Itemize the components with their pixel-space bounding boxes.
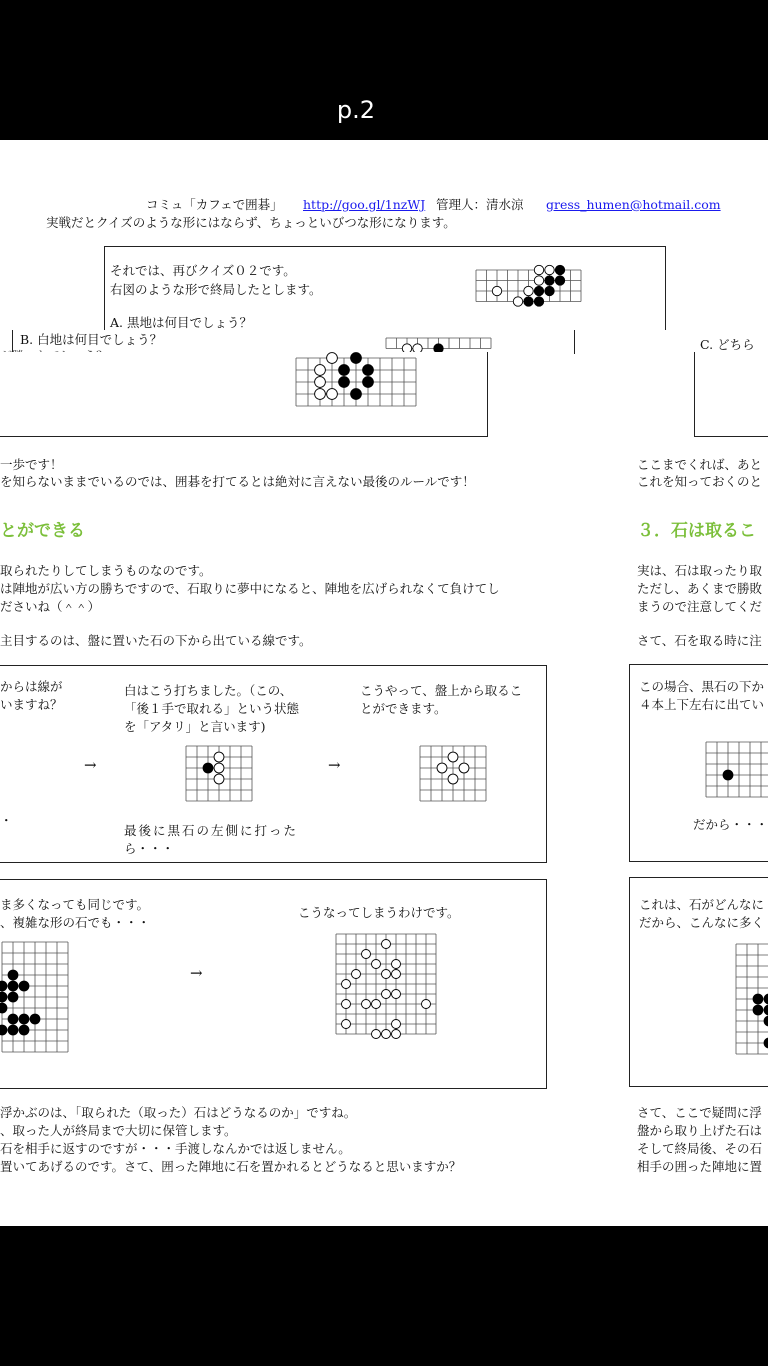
black-stone [534,297,543,306]
black-stone [8,981,18,991]
white-stone [534,276,543,285]
black-stone [19,1025,29,1035]
white-stone [392,990,401,999]
white-stone [513,297,522,306]
quiz-question-a: A. 黒地は何目でしょう？ [110,315,252,330]
white-stone [362,950,371,959]
complex-shape-captured-go-board [330,928,442,1058]
white-stone [382,990,391,999]
left-line-1: 一歩です！ [0,457,63,472]
white-stone [342,1000,351,1009]
box1-text-b3: を「アタリ」と言います) [124,719,266,734]
right-para-2: ただし、あくまで勝敗 [637,581,763,596]
box1-text-c2: とができます。 [360,701,447,716]
white-stone [422,1000,431,1009]
white-stone [392,1030,401,1039]
complex-shape-go-board [0,936,72,1062]
right-box1-text-3: だから・・・ [693,817,768,832]
white-stone [437,763,447,773]
captured-go-board [414,740,486,816]
quiz-box-right [694,352,768,437]
white-stone [448,752,458,762]
white-stone [372,1000,381,1009]
black-stone [203,763,213,773]
white-stone [315,389,326,400]
white-stone [459,763,469,773]
white-stone [524,286,533,295]
right-go-board-2 [730,938,768,1062]
black-stone [764,1005,768,1015]
box1-text-b2: 「後１手で取れる」という状態 [124,701,300,716]
email-link[interactable]: gress_humen@hotmail.com [546,197,721,212]
box1-text-a1: からは線が [0,679,63,694]
quiz-box-lower [0,352,488,437]
white-stone [372,1030,381,1039]
right-box1-text-1: この場合、黒石の下か [639,679,765,694]
black-stone [0,1003,7,1013]
white-stone [315,377,326,388]
black-stone [764,1038,768,1048]
white-stone [392,970,401,979]
left-bottom-2: 、取った人が終局まで大切に保管します。 [0,1123,237,1138]
black-stone [0,981,7,991]
black-stone [0,1025,7,1035]
quiz-question-c: C. どちら [700,337,755,352]
black-stone [8,1025,18,1035]
white-stone [214,774,224,784]
black-stone [555,276,564,285]
right-section-heading: ３．石は取るこ [637,521,756,541]
document-page: コミュ「カフェで囲碁」 http://goo.gl/1nzWJ 管理人：清水涼 gress_humen@hotmail.com 実戦だとクイズのような形にはならず、ちょっといびつな形になります。 それでは、再びクイズ０２です。 右図のような形で終局したとします。 A. 黒地は何目でしょう？ B. 白地は何目でしょう？ C. どちら 一歩です！ を知らないままでいるのでは、囲碁を打てるとは絶対に言えない最後のルールです！ とができる 取られたりしてしまうものなのです。 は陣地が広い方の勝ちですので、石取りに夢中になると、陣地を広げられなくて負けてし ださいね（＾＾） 主目するのは、盤に置いた石の下から出ている線です。 からは線が いますね？ ・ 白はこう打ちました。（この、 「後１手で取れる」という状態 を「アタリ」と言います) 最後に黒石の左側に打った ら・・・ こうやって、盤上から取るこ とができます。 → → ま多くなっても同じです。 、複雑な形の石でも・・・ こうなってしまうわけです。 → 浮かぶのは、「取られた（取った）石はどうなるのか」ですね。 、取った人が終局まで大切に保管します。 石を相手に返すのですが・・・手渡しなんかでは返しません。 置いてあげるのです。さて、囲った陣地に石を置かれるとどうなると思いますか？ ここまでくれば、あと これを知っておくのと ３．石は取るこ 実は、石は取ったり取 ただし、あくまで勝敗 まうので注意してくだ さて、石を取る時に注 この場合、黒石の下か ４本上下左右に出てい だから・・・ これは、石がどんなに だから、こんなに多く さて、ここで疑問に浮 盤から取り上げた石は そして終局後、その石 相手の囲った陣地に置 [0,140,768,1226]
black-stone [753,994,763,1004]
right-bottom-2: 盤から取り上げた石は [637,1123,763,1138]
quiz-go-board-lower [290,352,400,418]
black-stone [351,389,362,400]
white-stone [392,960,401,969]
black-stone [8,992,18,1002]
black-stone [351,353,362,364]
black-stone [8,970,18,980]
white-stone [382,940,391,949]
right-go-board-1 [700,736,768,806]
left-section-heading: とができる [0,521,85,541]
white-stone [352,970,361,979]
quiz-question-b: B. 白地は何目でしょう？ [20,332,163,347]
black-stone [0,992,7,1002]
black-stone [19,1014,29,1024]
black-stone [545,286,554,295]
community-url-link[interactable]: http://goo.gl/1nzWJ [303,197,426,212]
viewer-bottom-bar [0,1226,768,1366]
box1-text-c1: こうやって、盤上から取るこ [360,683,523,698]
right-box2-text-1: これは、石がどんなに [639,897,765,912]
right-para-3: まうので注意してくだ [637,599,763,614]
box1-text-b1: 白はこう打ちました。（この、 [124,683,293,698]
left-para-2: は陣地が広い方の勝ちですので、石取りに夢中になると、陣地を広げられなくて負けてし [0,581,500,596]
black-stone [524,297,533,306]
intro-line: 実戦だとクイズのような形にはならず、ちょっといびつな形になります。 [46,215,456,230]
white-stone [492,286,501,295]
box2-text-b1: こうなってしまうわけです。 [298,905,460,920]
black-stone [764,994,768,1004]
viewer-top-bar [0,0,768,140]
white-stone [534,265,543,274]
right-bottom-3: そして終局後、その石 [637,1141,763,1156]
black-stone [30,1014,40,1024]
black-stone [555,265,564,274]
left-bottom-3: 石を相手に返すのですが・・・手渡しなんかでは返しません。 [0,1141,351,1156]
right-para-4: さて、石を取る時に注 [637,633,762,648]
box1-text-b5: ら・・・ [124,841,175,856]
white-stone [382,970,391,979]
black-stone [723,770,733,780]
black-stone [19,981,29,991]
quiz-go-board-top [470,264,580,330]
black-stone [363,377,374,388]
black-stone [339,377,350,388]
atari-go-board [180,740,252,816]
arrow-2: → [328,756,341,774]
left-line-2: を知らないままでいるのでは、囲碁を打てるとは絶対に言えない最後のルールです！ [0,474,475,489]
box2-text-a1: ま多くなっても同じです。 [0,897,150,912]
left-para-1: 取られたりしてしまうものなのです。 [0,563,212,578]
box1-text-b4: 最後に黒石の左側に打った [124,823,299,838]
right-para-1: 実は、石は取ったり取 [637,563,763,578]
black-stone [534,286,543,295]
left-bottom-4: 置いてあげるのです。さて、囲った陣地に石を置かれるとどうなると思いますか？ [0,1159,462,1174]
left-bottom-1: 浮かぶのは、「取られた（取った）石はどうなるのか」ですね。 [0,1105,357,1120]
white-stone [315,365,326,376]
arrow-3: → [190,964,203,982]
black-stone [753,1005,763,1015]
black-stone [8,1014,18,1024]
left-para-4: 主目するのは、盤に置いた石の下から出ている線です。 [0,633,312,648]
quiz-line-1: それでは、再びクイズ０２です。 [110,263,296,278]
white-stone [342,1020,351,1029]
page-number-label: p.2 [336,96,376,124]
white-stone [448,774,458,784]
white-stone [372,960,381,969]
right-box2-text-2: だから、こんなに多く [639,915,765,930]
white-stone [327,353,338,364]
community-name: コミュ「カフェで囲碁」 [146,197,283,212]
arrow-1: → [84,756,97,774]
white-stone [392,1020,401,1029]
right-box1-text-2: ４本上下左右に出てい [639,697,765,712]
admin-label: 管理人：清水涼 [436,197,524,212]
box1-text-a2: いますね？ [0,697,63,712]
right-line-2: これを知っておくのと [637,474,763,489]
white-stone [362,1000,371,1009]
white-stone [382,1030,391,1039]
right-line-1: ここまでくれば、あと [637,457,763,472]
white-stone [214,763,224,773]
right-bottom-4: 相手の囲った陣地に置 [637,1159,763,1174]
white-stone [214,752,224,762]
left-para-3: ださいね（＾＾） [0,599,101,614]
black-stone [363,365,374,376]
right-bottom-1: さて、ここで疑問に浮 [637,1105,762,1120]
black-stone [764,1016,768,1026]
white-stone [327,389,338,400]
quiz-go-board-fragment [380,332,490,352]
black-stone [545,276,554,285]
box2-text-a2: 、複雑な形の石でも・・・ [0,915,151,930]
quiz-line-2: 右図のような形で終局したとします。 [110,282,322,297]
black-stone [339,365,350,376]
white-stone [342,980,351,989]
white-stone [545,265,554,274]
